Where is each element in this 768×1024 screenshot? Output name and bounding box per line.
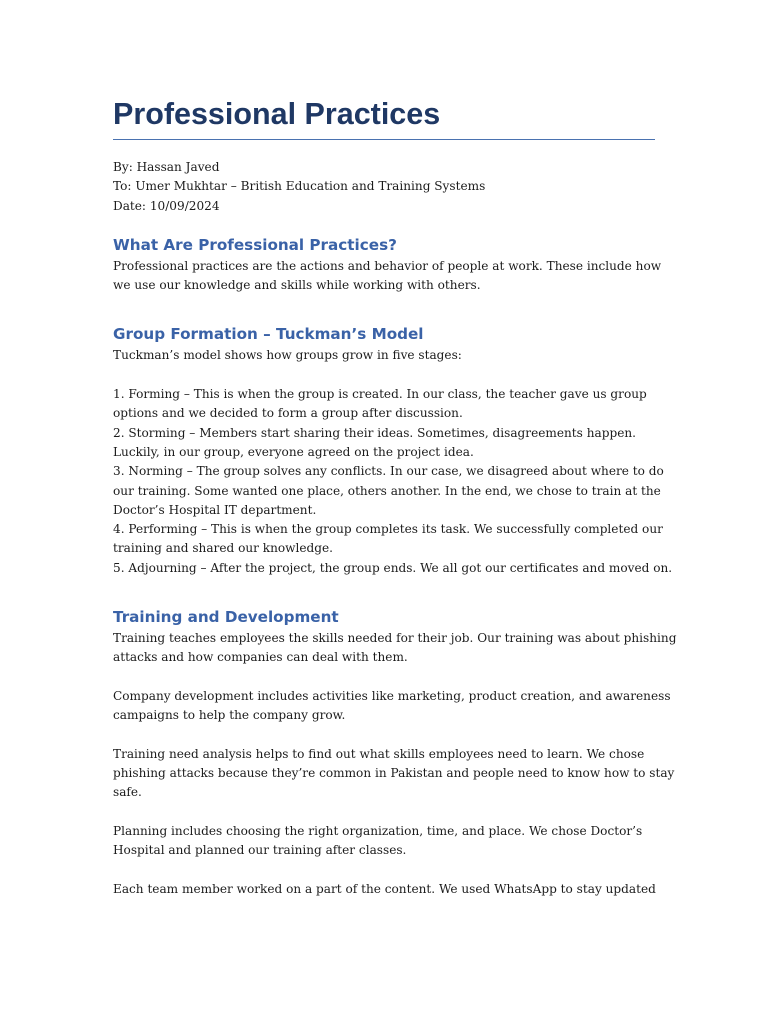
body-text-line: training and shared our knowledge. xyxy=(113,541,334,556)
body-text-line: options and we decided to form a group after discussion. xyxy=(113,406,463,421)
body-text-line: Tuckman’s model shows how groups grow in five stages: xyxy=(113,348,462,363)
body-text-line: 2. Storming – Members start sharing their ideas. Sometimes, disagreements happen. xyxy=(113,425,636,440)
recipient-line: To: Umer Mukhtar – British Education and Training Systems xyxy=(113,179,486,194)
body-text-line: Each team member worked on a part of the content. We used WhatsApp to stay updated xyxy=(113,881,656,896)
paragraph-spacer xyxy=(113,726,655,745)
paragraph-spacer xyxy=(113,861,655,880)
body-text-line: Company development includes activities like marketing, product creation, and awareness xyxy=(113,688,671,703)
body-text-line: campaigns to help the company grow. xyxy=(113,708,346,723)
body-text-line: safe. xyxy=(113,785,142,800)
body-text-line: 1. Forming – This is when the group is created. In our class, the teacher gave us group xyxy=(113,387,647,402)
date-line: Date: 10/09/2024 xyxy=(113,198,220,213)
document-body xyxy=(113,234,677,899)
section-heading: Group Formation – Tuckman’s Model xyxy=(113,325,424,344)
paragraph-spacer xyxy=(113,803,655,822)
body-text-line: Training teaches employees the skills needed for their job. Our training was about phishing xyxy=(113,631,677,646)
paragraph-spacer xyxy=(113,366,655,385)
section-heading: What Are Professional Practices? xyxy=(113,235,397,254)
body-text-line: 5. Adjourning – After the project, the group ends. We all got our certificates and moved on. xyxy=(113,560,673,575)
body-text-line: our training. Some wanted one place, others another. In the end, we chose to train at the xyxy=(113,483,661,498)
author-line: By: Hassan Javed xyxy=(113,160,220,174)
body-text-line: Doctor’s Hospital IT department. xyxy=(113,502,317,517)
body-text-line: attacks and how companies can deal with them. xyxy=(113,650,408,665)
paragraph-spacer xyxy=(113,668,655,687)
title-underline xyxy=(113,139,655,140)
body-text-line: phishing attacks because they’re common in Pakistan and people need to know how to stay xyxy=(113,766,675,781)
document-meta xyxy=(113,158,655,216)
body-text-line: 4. Performing – This is when the group completes its task. We successfully completed our xyxy=(113,522,663,537)
document-page xyxy=(113,92,677,899)
body-text-line: Training need analysis helps to find out what skills employees need to learn. We chose xyxy=(113,746,645,761)
body-text-line: Hospital and planned our training after classes. xyxy=(113,843,407,858)
section-heading: Training and Development xyxy=(113,608,339,627)
document-title: Professional Practices xyxy=(113,97,441,131)
body-text-line: Professional practices are the actions and behavior of people at work. These include how xyxy=(113,258,662,273)
body-text-line: Planning includes choosing the right organization, time, and place. We chose Doctor’s xyxy=(113,824,643,839)
body-text-line: Luckily, in our group, everyone agreed on the project idea. xyxy=(113,444,474,459)
body-text-line: we use our knowledge and skills while working with others. xyxy=(113,278,481,293)
body-text-line: 3. Norming – The group solves any conflicts. In our case, we disagreed about where to do xyxy=(113,464,664,479)
